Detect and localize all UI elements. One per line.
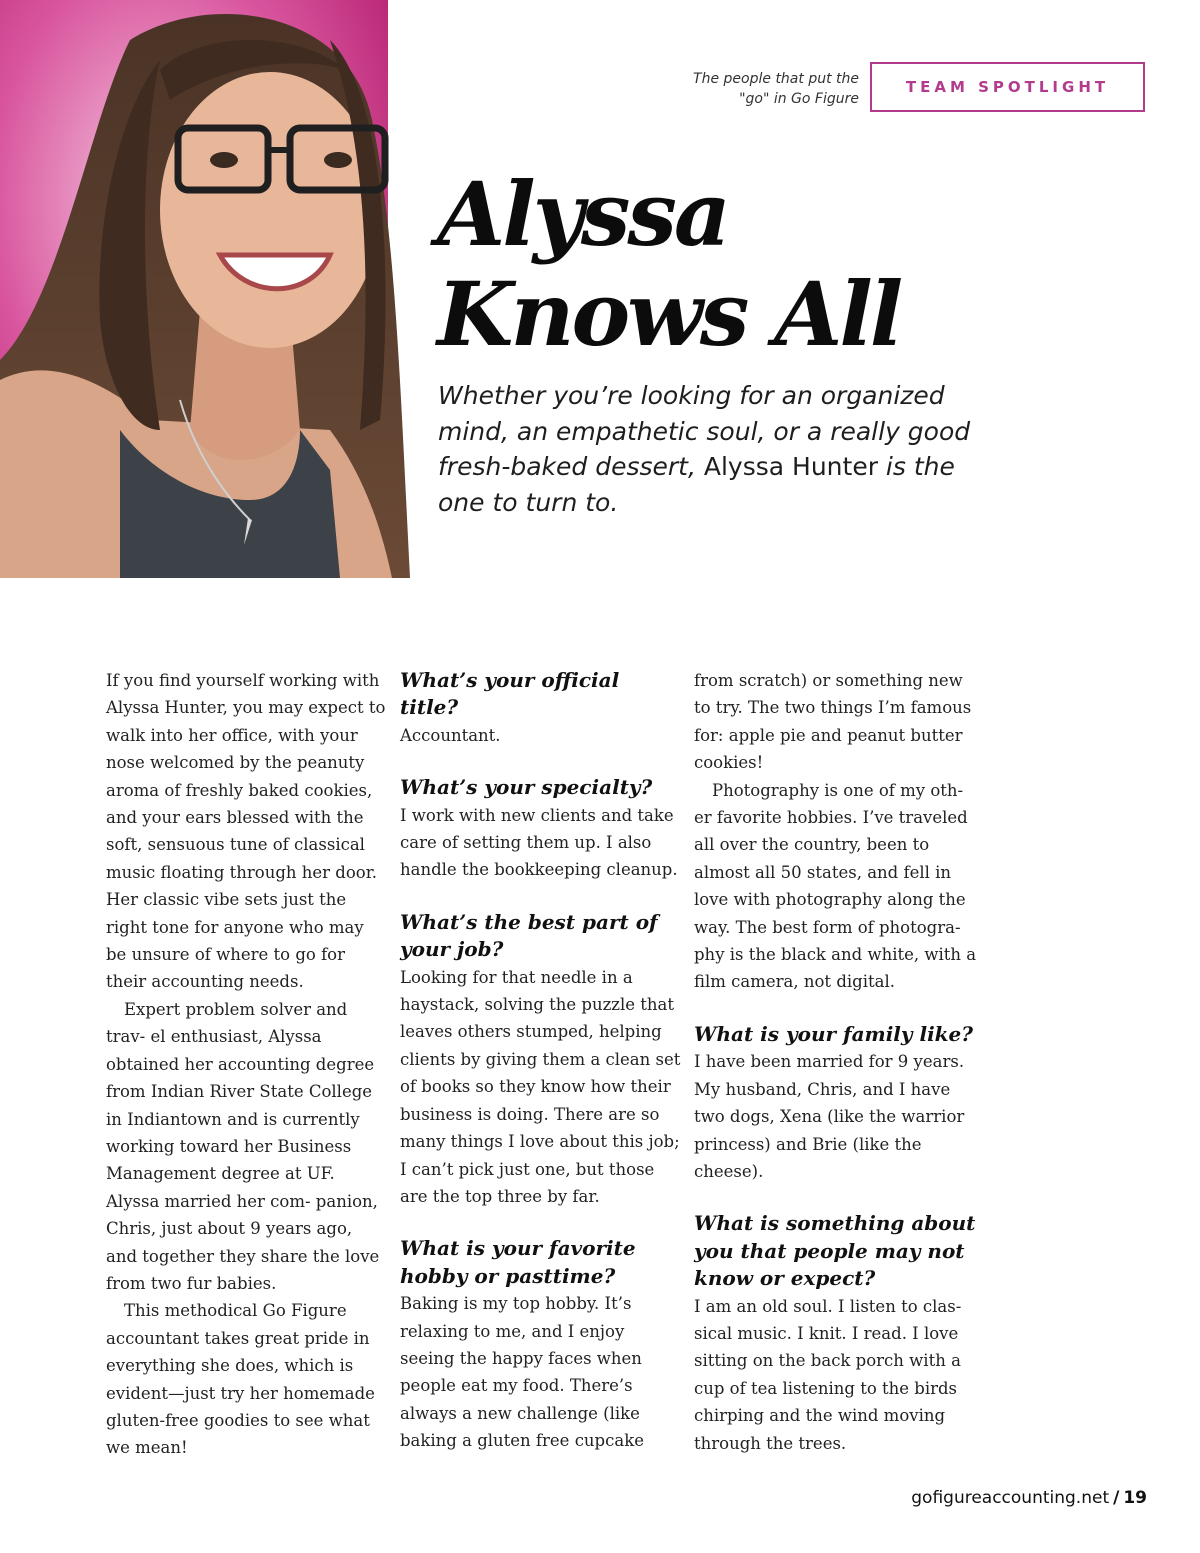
- dek-text-end: is the one to turn to.: [438, 452, 955, 517]
- headline-line-2: Knows All: [437, 262, 901, 366]
- question-heading: What is something about you that people may not know or expect?: [694, 1211, 976, 1291]
- answer-text: I am an old soul. I listen to clas- sical music. I knit. I read. I love sitting on the back porch with a cup of tea listening to the birds chirping and the wind moving through the trees.: [694, 1296, 962, 1453]
- answer-text: from scratch) or something new to try. The two things I’m famous for: apple pie and peanut butter cookies!: [694, 671, 972, 773]
- question-heading: What’s your official title?: [400, 668, 620, 720]
- article-dek: [438, 378, 998, 520]
- body-paragraph: If you find yourself working with Alyssa Hunter, you may expect to walk into her office, with your nose welcomed by the peanuty aroma of freshly baked cookies, and your ears blessed with the soft, sensuous tune of classical music floating through her door. Her classic vibe sets just the right tone for anyone who may be unsure of where to go for their accounting needs.: [106, 671, 386, 992]
- question-heading: What is your family like?: [694, 1021, 973, 1046]
- answer-text: Baking is my top hobby. It’s relaxing to me, and I enjoy seeing the happy faces when people eat my food. There’s always a new challenge (like baking a gluten free cupcake: [400, 1294, 644, 1451]
- body-paragraph: This methodical Go Figure accountant takes great pride in everything she does, which is evident—just try her homemade gluten-free goodies to see what we mean!: [106, 1301, 375, 1458]
- body-paragraph: Expert problem solver and trav- el enthusiast, Alyssa obtained her accounting degree from Indian River State College in Indiantown and is currently working toward her Business Management degree at UF. Alyssa married her com- panion, Chris, just about 9 years ago, and together they share the love from two fur babies.: [106, 999, 380, 1293]
- footer-separator: /: [1113, 1488, 1120, 1508]
- body-column-2: [400, 667, 682, 1455]
- dek-text-start: Whether you’re looking for an organized mind, an empathetic soul, or a really good fresh-baked dessert,: [438, 381, 971, 481]
- article-headline: [437, 164, 1137, 364]
- portrait-illustration: [0, 0, 410, 578]
- section-label-box: [870, 62, 1145, 112]
- footer-website: gofigureaccounting.net: [911, 1488, 1110, 1508]
- question-heading: What’s the best part of your job?: [400, 909, 658, 962]
- answer-text: Looking for that needle in a haystack, solving the puzzle that leaves others stumped, helping clients by giving them a clean set of books so they know how their business is doing. There are so many things I love about this job; I can’t pick just one, but those are the top three by far.: [400, 967, 681, 1206]
- answer-text: Accountant.: [400, 725, 501, 745]
- headline-line-1: Alyssa: [437, 162, 728, 266]
- section-tagline: The people that put the "go" in Go Figure: [693, 71, 859, 107]
- answer-text: Photography is one of my oth- er favorite hobbies. I’ve traveled all over the country, been to almost all 50 states, and fell in love with photography along the way. The best form of photogra- phy is the black and white, with a film camera, not digital.: [694, 780, 977, 992]
- body-column-1: [106, 667, 386, 1462]
- question-heading: What is your favorite hobby or pasttime?: [400, 1236, 636, 1288]
- answer-text: I have been married for 9 years. My husband, Chris, and I have two dogs, Xena (like the warrior princess) and Brie (like the cheese).: [694, 1052, 965, 1181]
- dek-name: Alyssa Hunter: [703, 452, 878, 481]
- question-heading: What’s your specialty?: [400, 775, 653, 800]
- body-column-3: [694, 667, 979, 1457]
- page-number: 19: [1123, 1488, 1147, 1508]
- answer-text: I work with new clients and take care of setting them up. I also handle the bookkeeping cleanup.: [400, 805, 678, 880]
- page-footer: [911, 1488, 1147, 1508]
- portrait-photo: [0, 0, 410, 578]
- section-label: TEAM SPOTLIGHT: [905, 78, 1110, 96]
